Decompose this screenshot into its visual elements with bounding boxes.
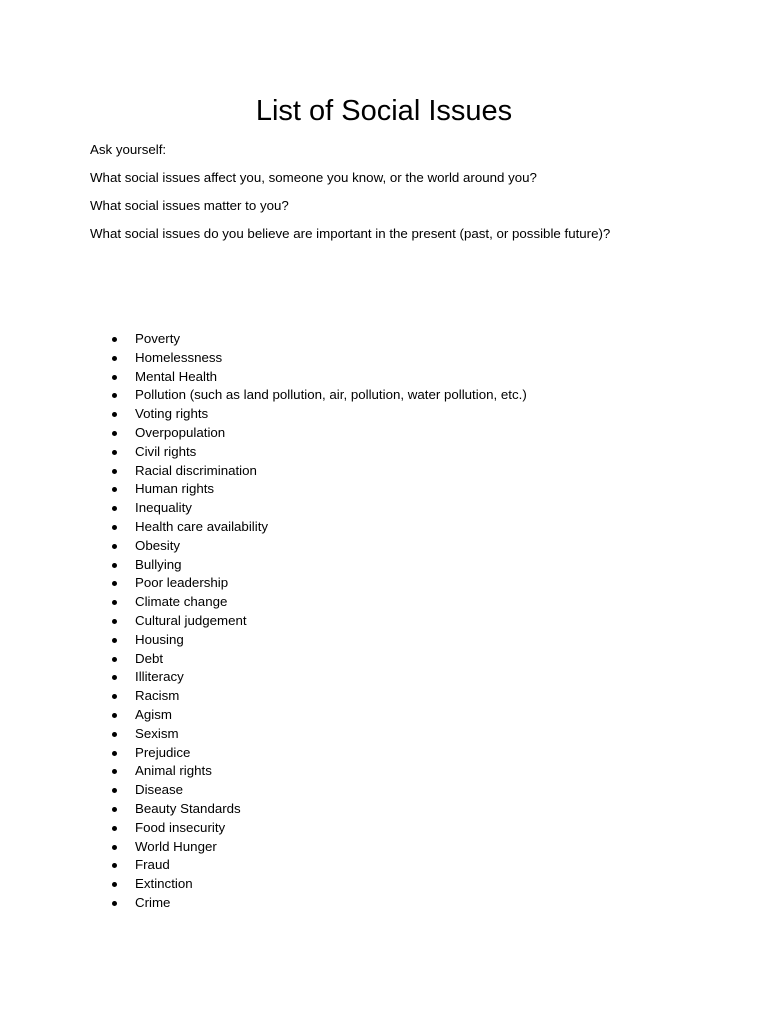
bullet-icon [112, 863, 117, 868]
bullet-icon [112, 356, 117, 361]
list-item-label: Pollution (such as land pollution, air, pollution, water pollution, etc.) [135, 387, 527, 403]
bullet-icon [112, 487, 117, 492]
list-item-label: Mental Health [135, 368, 218, 384]
list-item [108, 838, 668, 857]
list-item-label: Sexism [135, 725, 179, 741]
list-item [108, 800, 668, 819]
list-item [108, 480, 668, 499]
list-item-label: Poor leadership [135, 575, 229, 591]
intro-line: What social issues matter to you? [90, 198, 289, 213]
list-item-label: Bullying [135, 556, 182, 572]
list-item-label: Obesity [135, 537, 181, 553]
list-item [108, 556, 668, 575]
list-item-label: Fraud [135, 857, 170, 873]
bullet-icon [112, 882, 117, 887]
list-item-label: Extinction [135, 876, 193, 892]
intro-line: What social issues affect you, someone you know, or the world around you? [90, 170, 537, 185]
social-issues-list [108, 330, 668, 913]
list-item-label: Inequality [135, 500, 192, 516]
list-item-label: Human rights [135, 481, 215, 497]
bullet-icon [112, 845, 117, 850]
list-item-label: Prejudice [135, 744, 191, 760]
bullet-icon [112, 694, 117, 699]
list-item [108, 330, 668, 349]
list-item-label: Overpopulation [135, 424, 226, 440]
bullet-icon [112, 901, 117, 906]
list-item-label: Beauty Standards [135, 800, 241, 816]
list-item [108, 443, 668, 462]
bullet-icon [112, 393, 117, 398]
bullet-icon [112, 769, 117, 774]
bullet-icon [112, 713, 117, 718]
bullet-icon [112, 657, 117, 662]
list-item-label: Racial discrimination [135, 462, 257, 478]
bullet-icon [112, 675, 117, 680]
list-item [108, 819, 668, 838]
list-item [108, 349, 668, 368]
bullet-icon [112, 412, 117, 417]
list-item-label: Debt [135, 650, 164, 666]
list-item [108, 668, 668, 687]
list-item [108, 424, 668, 443]
bullet-icon [112, 337, 117, 342]
list-item-label: Housing [135, 631, 184, 647]
list-item-label: Civil rights [135, 443, 197, 459]
list-item [108, 650, 668, 669]
bullet-icon [112, 788, 117, 793]
intro-section [90, 141, 730, 253]
list-item [108, 386, 668, 405]
list-item-label: Racism [135, 688, 180, 704]
bullet-icon [112, 826, 117, 831]
list-item-label: Poverty [135, 331, 181, 346]
list-item [108, 574, 668, 593]
list-item [108, 462, 668, 481]
bullet-icon [112, 506, 117, 511]
list-item [108, 762, 668, 781]
bullet-icon [112, 732, 117, 737]
list-item [108, 894, 668, 913]
bullet-icon [112, 600, 117, 605]
list-item [108, 499, 668, 518]
list-item-label: Animal rights [135, 763, 212, 779]
list-item-label: Cultural judgement [135, 612, 247, 628]
list-item-label: World Hunger [135, 838, 217, 854]
list-item [108, 781, 668, 800]
list-item [108, 875, 668, 894]
list-item [108, 405, 668, 424]
list-item [108, 518, 668, 537]
list-item [108, 368, 668, 387]
bullet-icon [112, 619, 117, 624]
intro-line: What social issues do you believe are important in the present (past, or possible future)? [90, 226, 611, 241]
list-item-label: Climate change [135, 594, 228, 610]
list-item-label: Crime [135, 894, 171, 910]
list-item [108, 687, 668, 706]
bullet-icon [112, 450, 117, 455]
bullet-icon [112, 469, 117, 474]
bullet-icon [112, 544, 117, 549]
bullet-icon [112, 431, 117, 436]
list-item-label: Voting rights [135, 406, 209, 422]
list-item-label: Health care availability [135, 518, 269, 534]
list-item [108, 706, 668, 725]
intro-line: Ask yourself: [90, 142, 167, 157]
bullet-icon [112, 638, 117, 643]
list-item [108, 537, 668, 556]
bullet-icon [112, 375, 117, 380]
list-item-label: Agism [135, 706, 172, 722]
list-item [108, 631, 668, 650]
list-item-label: Food insecurity [135, 819, 226, 835]
bullet-icon [112, 751, 117, 756]
bullet-icon [112, 525, 117, 530]
list-item [108, 593, 668, 612]
list-item-label: Illiteracy [135, 669, 184, 685]
page-title: List of Social Issues [255, 95, 513, 127]
bullet-icon [112, 581, 117, 586]
list-item [108, 612, 668, 631]
list-item-label: Homelessness [135, 349, 223, 365]
list-item [108, 856, 668, 875]
list-item-label: Disease [135, 782, 184, 798]
bullet-icon [112, 563, 117, 568]
list-item [108, 725, 668, 744]
list-item [108, 744, 668, 763]
bullet-icon [112, 807, 117, 812]
